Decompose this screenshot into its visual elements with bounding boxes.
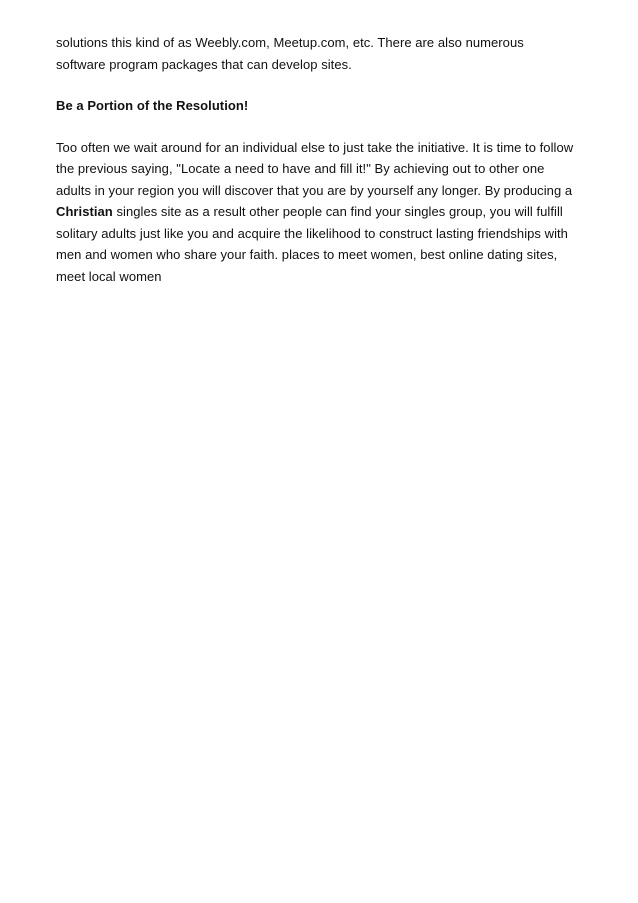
paragraph-main bbox=[56, 137, 576, 288]
paragraph-intro: solutions this kind of as Weebly.com, Meetup.com, etc. There are also numerous software program packages that can develop sites. bbox=[56, 35, 524, 72]
document-body bbox=[56, 32, 576, 307]
section-heading: Be a Portion of the Resolution! bbox=[56, 98, 249, 113]
paragraph-main-text-start: Too often we wait around for an individual else to just take the initiative. It is time to follow the previous saying, "Locate a need to have and fill it!" By achieving out to other one adults in your region you will discover that you are by yourself any longer. By producing a bbox=[56, 139, 574, 198]
paragraph-main-text-end: singles site as a result other people can find your singles group, you will fulfill solitary adults just like you and acquire the likelihood to construct lasting friendships with men and women who share your faith. places to meet women, best online dating sites, meet local women bbox=[56, 204, 568, 284]
bold-keyword: Christian bbox=[56, 204, 113, 219]
